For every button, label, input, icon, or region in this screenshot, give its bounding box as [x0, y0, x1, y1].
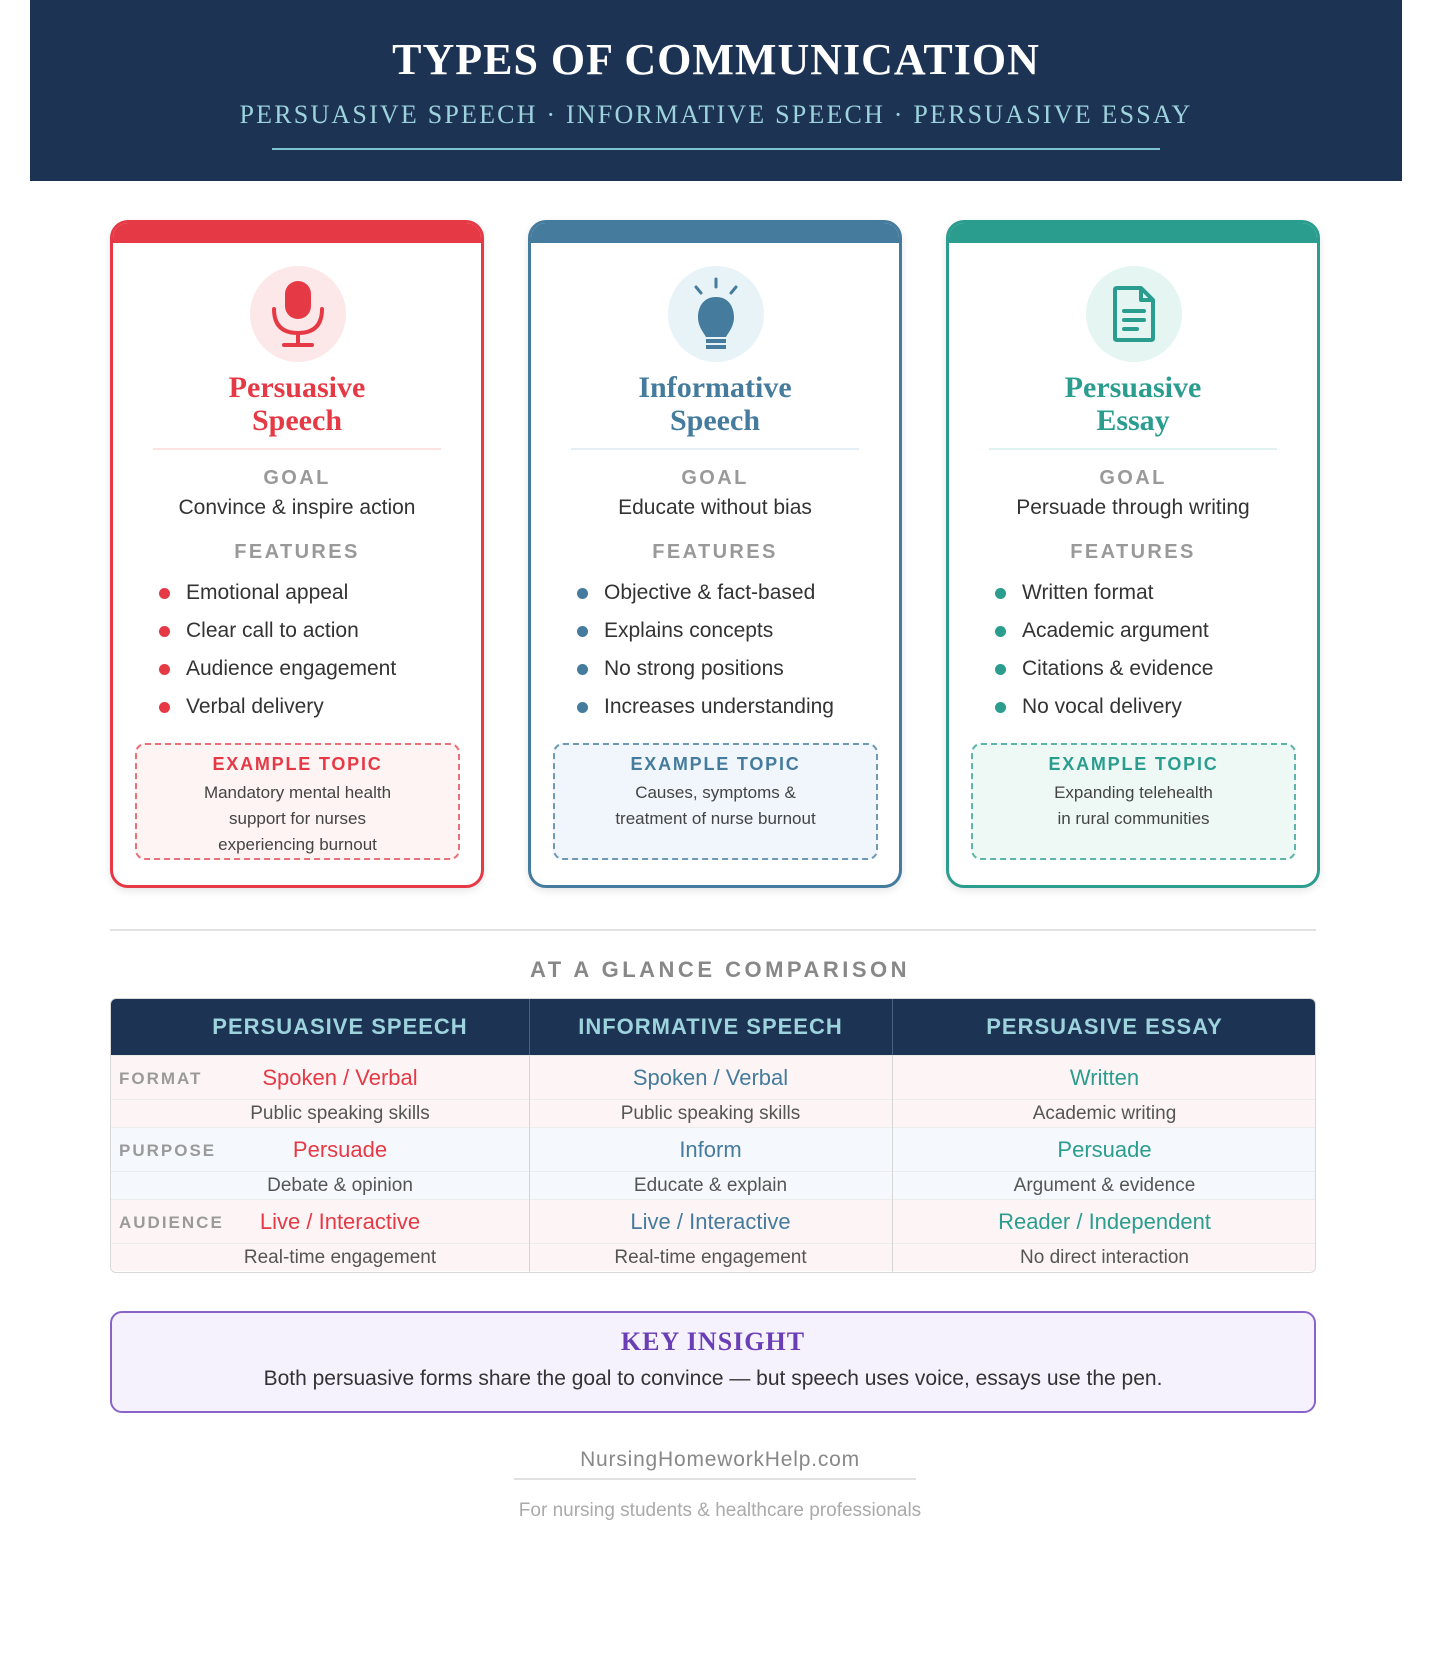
table-cell-sub: Real-time engagement	[243, 1247, 437, 1268]
card-persuasive-speech	[110, 220, 484, 888]
list-item: Emotional appeal	[159, 574, 396, 612]
features-label: FEATURES	[234, 541, 360, 563]
table-row	[111, 1055, 1316, 1127]
table-row	[111, 1127, 1316, 1199]
card-title: Persuasive Speech	[228, 371, 366, 437]
bullet-icon	[159, 588, 170, 599]
features-list	[995, 574, 1213, 726]
bullet-icon	[577, 702, 588, 713]
card-divider	[571, 448, 859, 450]
section-divider	[110, 929, 1316, 931]
table-header	[111, 999, 1316, 1055]
list-item: Clear call to action	[159, 612, 396, 650]
features-label: FEATURES	[652, 541, 778, 563]
list-item: No vocal delivery	[995, 688, 1213, 726]
example-label: EXAMPLE TOPIC	[630, 754, 801, 774]
column-header: PERSUASIVE ESSAY	[986, 1014, 1223, 1039]
page-subtitle: PERSUASIVE SPEECH · INFORMATIVE SPEECH · PERSUASIVE ESSAY	[239, 100, 1193, 129]
card-title: Informative Speech	[638, 371, 792, 437]
table-cell-sub: Academic writing	[1032, 1103, 1177, 1124]
footer-divider	[514, 1478, 916, 1480]
table-cell: Persuade	[1057, 1137, 1152, 1162]
table-cell: Live / Interactive	[259, 1209, 421, 1234]
example-text: Expanding telehealth in rural communities	[1054, 783, 1213, 828]
insight-text: Both persuasive forms share the goal to convince — but speech uses voice, essays use the pen.	[263, 1367, 1163, 1390]
example-text: Mandatory mental health support for nurses experiencing burnout	[203, 783, 392, 854]
card-top-bar	[113, 223, 481, 243]
features-list	[577, 574, 834, 726]
table-cell: Reader / Independent	[998, 1209, 1211, 1234]
example-topic-box	[135, 743, 460, 860]
card-top-bar	[949, 223, 1317, 243]
table-cell-sub: Educate & explain	[633, 1175, 788, 1196]
card-title: Persuasive Essay	[1064, 371, 1202, 437]
list-item: Objective & fact-based	[577, 574, 834, 612]
row-label: PURPOSE	[119, 1141, 217, 1160]
key-insight-box	[110, 1311, 1316, 1413]
table-cell-sub: Public speaking skills	[620, 1103, 801, 1124]
table-cell-sub: Real-time engagement	[614, 1247, 807, 1268]
list-item: Audience engagement	[159, 650, 396, 688]
column-header: PERSUASIVE SPEECH	[212, 1014, 468, 1039]
page-title: TYPES OF COMMUNICATION	[392, 35, 1040, 84]
card-divider	[989, 448, 1277, 450]
example-topic-box	[553, 743, 878, 860]
table-cell: Written	[1069, 1065, 1140, 1090]
card-informative-speech	[528, 220, 902, 888]
card-divider	[153, 448, 441, 450]
footer-note: For nursing students & healthcare professionals	[518, 1500, 922, 1521]
table-cell: Spoken / Verbal	[632, 1065, 789, 1090]
table-cell-sub: Debate & opinion	[267, 1175, 413, 1196]
table-cell-sub: No direct interaction	[1020, 1247, 1189, 1268]
table-cell: Live / Interactive	[630, 1209, 791, 1234]
table-cell: Spoken / Verbal	[262, 1065, 418, 1090]
bullet-icon	[995, 702, 1006, 713]
bullet-icon	[577, 626, 588, 637]
list-item: No strong positions	[577, 650, 834, 688]
example-label: EXAMPLE TOPIC	[212, 754, 383, 774]
table-cell: Inform	[679, 1137, 742, 1162]
bullet-icon	[995, 626, 1006, 637]
goal-label: GOAL	[1099, 467, 1167, 489]
goal-text: Persuade through writing	[1016, 496, 1250, 519]
column-header: INFORMATIVE SPEECH	[578, 1014, 843, 1039]
comparison-title: AT A GLANCE COMPARISON	[529, 957, 911, 982]
header-banner	[30, 0, 1402, 181]
goal-label: GOAL	[681, 467, 749, 489]
document-icon	[1086, 266, 1182, 362]
bullet-icon	[995, 588, 1006, 599]
list-item: Increases understanding	[577, 688, 834, 726]
list-item: Explains concepts	[577, 612, 834, 650]
card-top-bar	[531, 223, 899, 243]
card-persuasive-essay	[946, 220, 1320, 888]
bullet-icon	[159, 702, 170, 713]
example-topic-box	[971, 743, 1296, 860]
list-item: Academic argument	[995, 612, 1213, 650]
row-label: FORMAT	[119, 1069, 203, 1088]
list-item: Citations & evidence	[995, 650, 1213, 688]
bullet-icon	[577, 588, 588, 599]
bullet-icon	[159, 626, 170, 637]
row-label: AUDIENCE	[119, 1213, 224, 1232]
bullet-icon	[577, 664, 588, 675]
table-cell-sub: Public speaking skills	[250, 1103, 430, 1124]
bullet-icon	[159, 664, 170, 675]
lightbulb-icon	[668, 266, 764, 362]
insight-title: KEY INSIGHT	[620, 1327, 806, 1356]
features-label: FEATURES	[1070, 541, 1196, 563]
footer-site: NursingHomeworkHelp.com	[580, 1448, 860, 1471]
example-text: Causes, symptoms & treatment of nurse burnout	[615, 783, 816, 828]
table-cell-sub: Argument & evidence	[1013, 1175, 1196, 1196]
example-label: EXAMPLE TOPIC	[1048, 754, 1219, 774]
bullet-icon	[995, 664, 1006, 675]
list-item: Verbal delivery	[159, 688, 396, 726]
table-row	[111, 1199, 1316, 1271]
table-cell: Persuade	[292, 1137, 388, 1162]
microphone-icon	[250, 266, 346, 362]
comparison-table	[110, 998, 1316, 1273]
goal-label: GOAL	[263, 467, 331, 489]
list-item: Written format	[995, 574, 1213, 612]
goal-text: Convince & inspire action	[178, 496, 416, 519]
goal-text: Educate without bias	[618, 496, 812, 519]
features-list	[159, 574, 396, 726]
header-divider	[272, 148, 1160, 150]
